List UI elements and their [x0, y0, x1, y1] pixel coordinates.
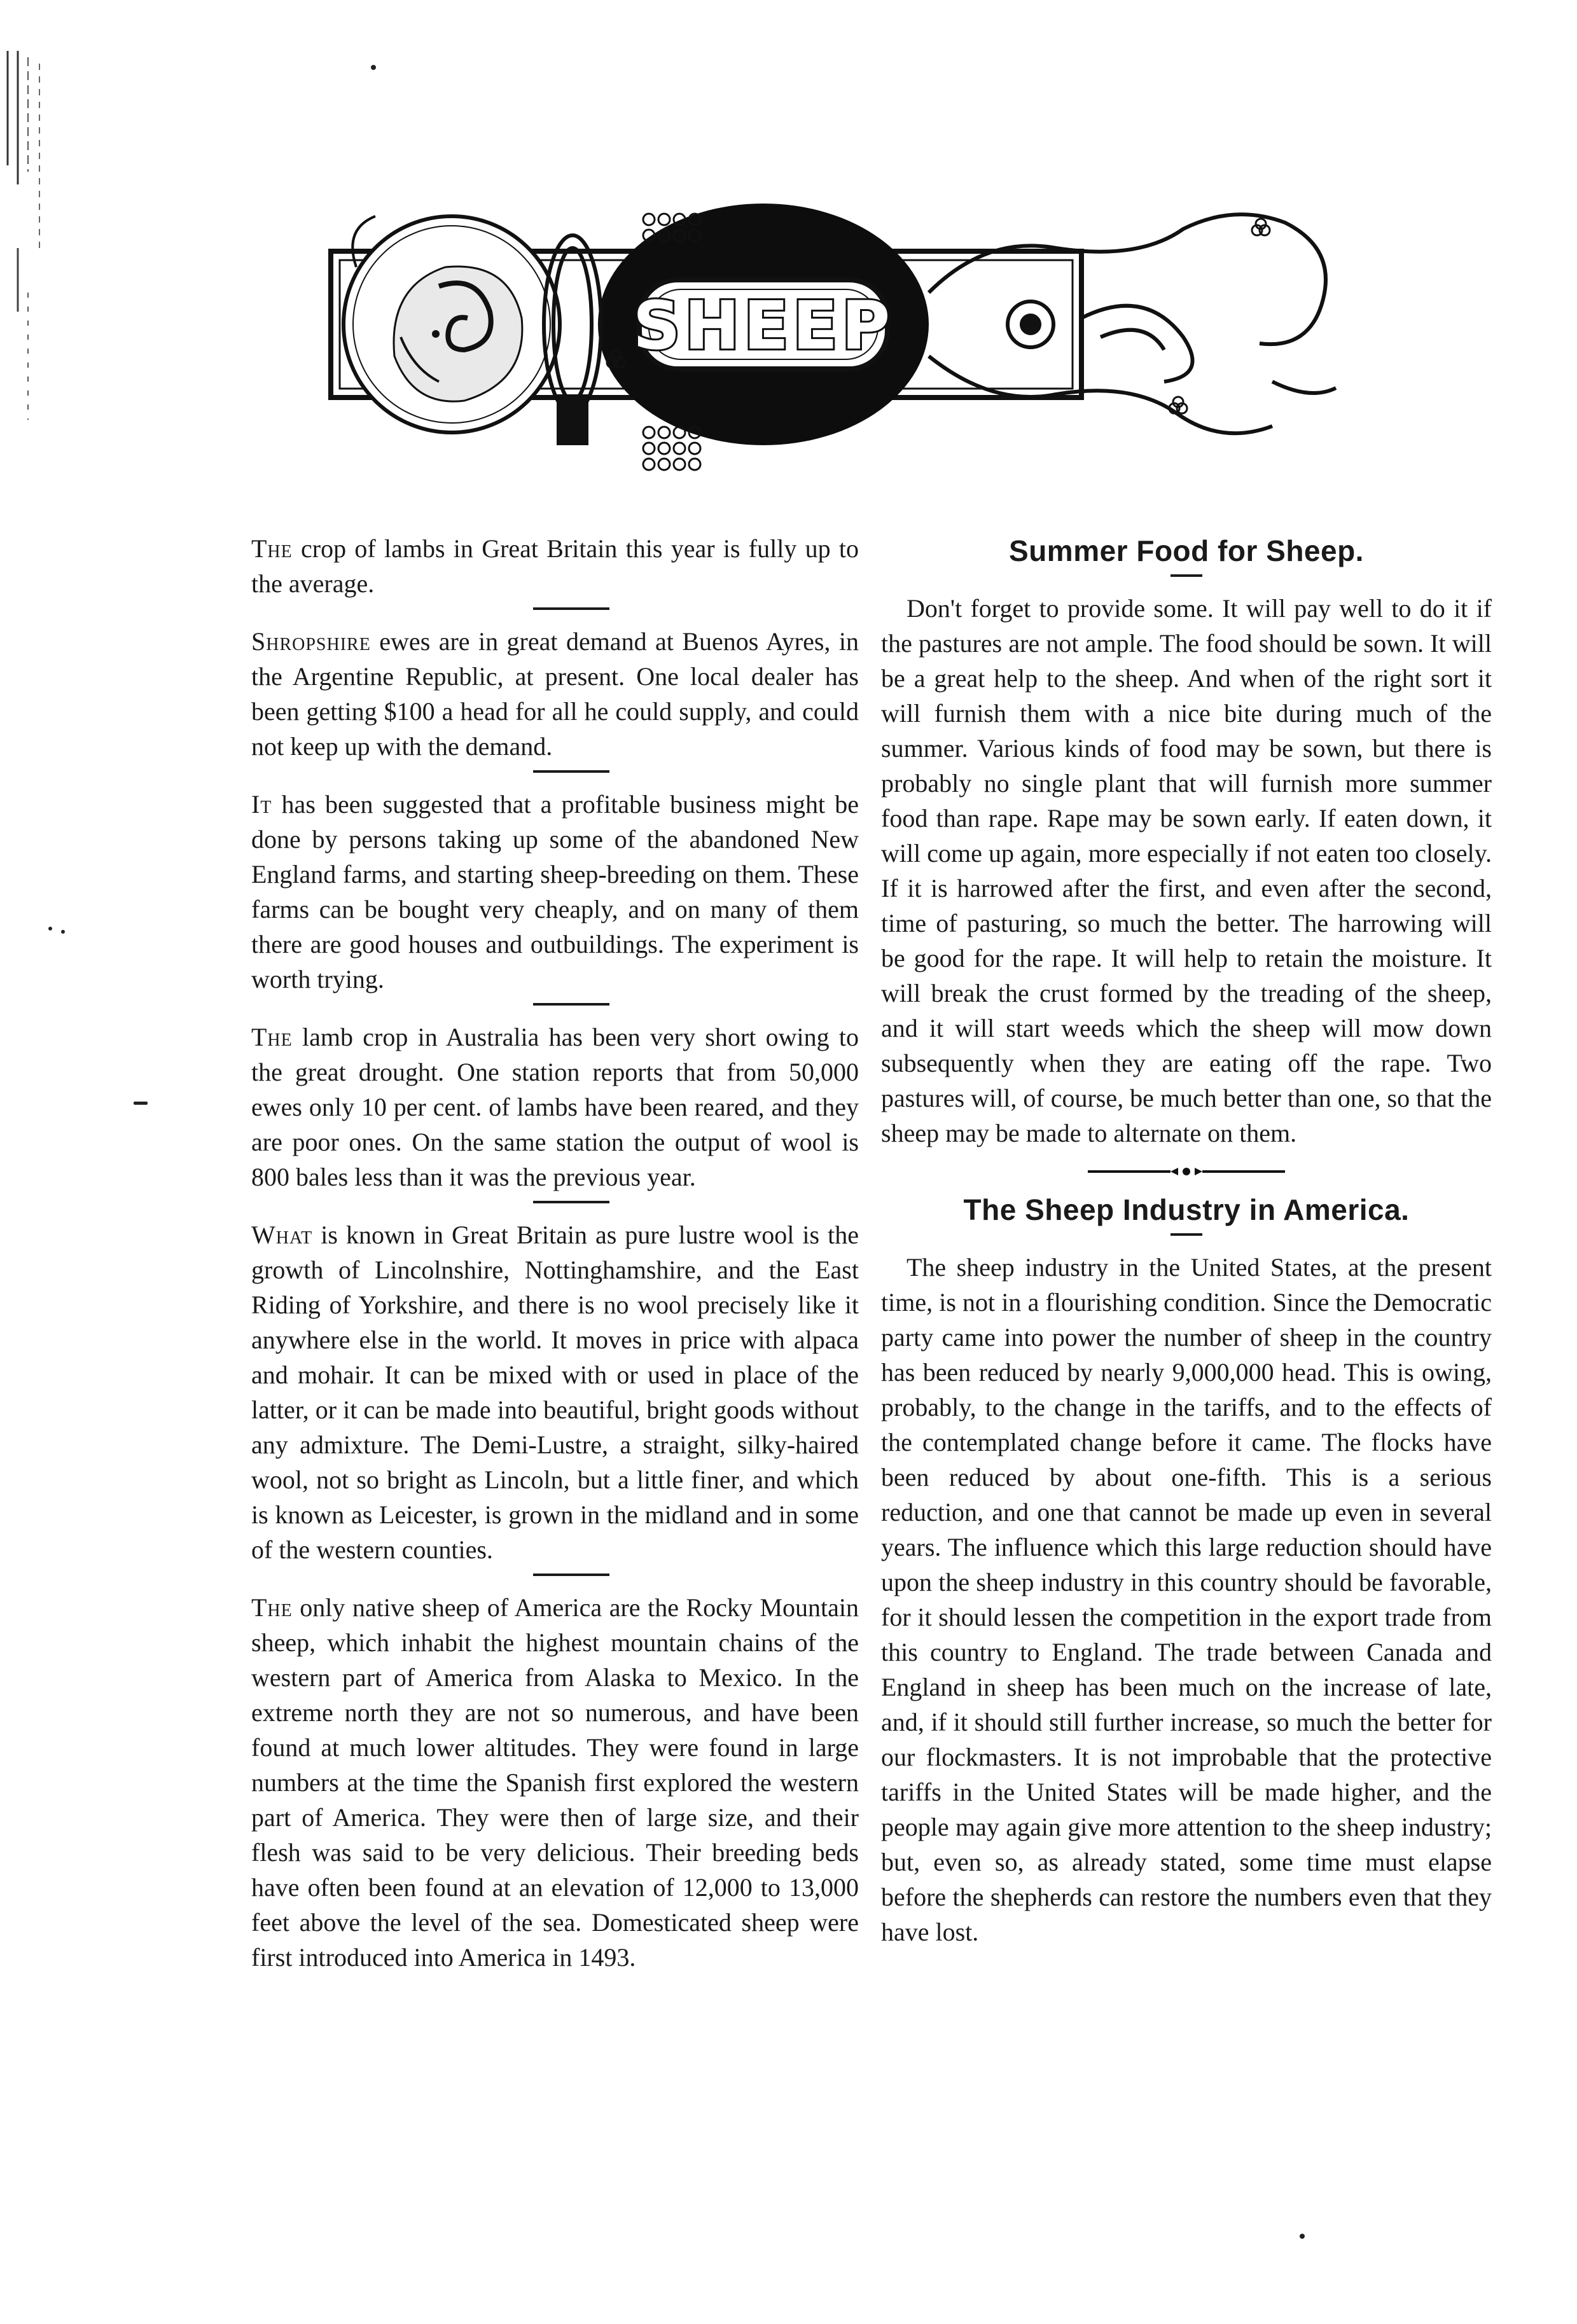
- news-item: It has been suggested that a profitable business might be done by persons taking up some of the abandoned New England farms, and starting sheep-breeding on them. These farms can be bought very cheaply, and on many of them there are good houses and outbuildings. The experiment is worth trying.: [251, 790, 859, 993]
- banner-title: SHEEP: [632, 287, 894, 364]
- divider: [533, 607, 609, 610]
- divider: [533, 1003, 609, 1006]
- article-headline: Summer Food for Sheep.: [1009, 534, 1364, 567]
- news-item: The crop of lambs in Great Britain this year is fully up to the average.: [251, 534, 859, 598]
- ram-medallion: [344, 216, 560, 432]
- news-item: The only native sheep of America are the Rocky Mountain sheep, which inhabit the highest mountain chains of the western part of America from Alaska to Mexico. In the extreme north they are not so numerous, and have been found at much lower altitudes. They were found in large numbers at the time the Spanish first explored the western part of America. They were then of large size, and their flesh was said to be very delicious. Their breeding beds have often been found at an elevation of 12,000 to 13,000 feet above the level of the sea. Domesticated sheep were first introduced into America in 1493.: [251, 1593, 859, 1972]
- news-item: The lamb crop in Australia has been very short owing to the great drought. One station reports that from 50,000 ewes only 10 per cent. of lambs have been reared, and they are poor ones. On the same station the output of wool is 800 bales less than it was the previous year.: [251, 1023, 859, 1191]
- speck: [61, 930, 65, 934]
- article-body: Don't forget to provide some. It will pay well to do it if the pastures are not ample. The food should be sown. It will be a great help to the sheep. And when of the right sort it will furnish them with a nice bite during much of the summer. Various kinds of food may be sown, but there is probably no single plant that will furnish more summer food than rape. Rape may be sown early. If eaten down, it will come up again, more especially if not eaten too closely. If it is harrowed after the first, and even after the second, time of pasturing, so much the better. The harrowing will be good for the rape. It will help to retain the moisture. It will break the crust formed by the treading of the sheep, and it will start weeds which the sheep will mow down subsequently when they are eating off the rape. Two pastures will, of course, be much better than one, so that the sheep may be made to alternate on them.: [881, 594, 1492, 1147]
- scan-edge-marks: [0, 38, 70, 432]
- speck: [134, 1102, 148, 1105]
- speck: [371, 65, 376, 70]
- divider: [533, 1574, 609, 1576]
- article-body: The sheep industry in the United States, at the present time, is not in a flourishing condition. Since the Democratic party came into power the number of sheep in the country has been reduced by nearly 9,000,000 head. This is owing, probably, to the change in the tariffs, and to the effects of the contemplated change before it came. The flocks have been reduced by about one-fifth. This is a serious reduction, and one that cannot be made up even in several years. The influence which this large reduction should have upon the sheep industry in this country should be favorable, for it should lessen the competition in the export trade from this country to England. The trade between Canada and England in sheep has been much on the increase of late, and, if it should still further increase, so much the better for our flockmasters. It is not improbable that the protective tariffs in the United States will be made higher, and the people may again give more attention to the sheep industry; but, even so, as already stated, some time must elapse before the shepherds can restore the numbers even that they have lost.: [881, 1253, 1492, 1946]
- right-column: [881, 531, 1492, 1949]
- headline-rule: [1171, 1233, 1202, 1236]
- headline-rule: [1171, 574, 1202, 577]
- article-headline: The Sheep Industry in America.: [963, 1193, 1410, 1226]
- left-column: [251, 531, 859, 1975]
- speck: [48, 927, 52, 930]
- speck: [1300, 2234, 1305, 2239]
- sheep-banner: [318, 191, 1361, 483]
- divider: [533, 1201, 609, 1203]
- divider: [533, 770, 609, 773]
- news-item: Shropshire ewes are in great demand at Buenos Ayres, in the Argentine Republic, at present. One local dealer has been getting $100 a head for all he could supply, and could not keep up with the demand.: [251, 627, 859, 761]
- news-item: What is known in Great Britain as pure lustre wool is the growth of Lincolnshire, Nottinghamshire, and the East Riding of Yorkshire, and there is no wool precisely like it anywhere else in the world. It moves in price with alpaca and mohair. It can be mixed with or used in place of the latter, or it can be made into beautiful, bright goods without any admixture. The Demi-Lustre, a straight, silky-haired wool, not so bright as Lincoln, but a little finer, and which is known as Leicester, is grown in the midland and in some of the western counties.: [251, 1221, 859, 1564]
- section-ornament: [1081, 1162, 1291, 1181]
